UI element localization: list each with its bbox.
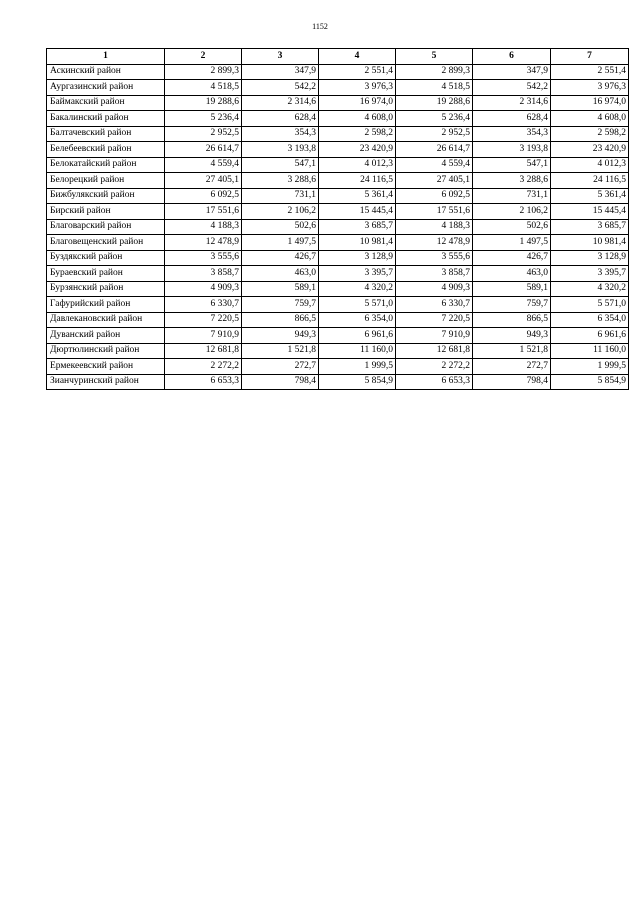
value-cell: 7 910,9 — [165, 328, 242, 344]
district-name-cell: Дуванский район — [47, 328, 165, 344]
value-cell: 26 614,7 — [165, 142, 242, 158]
value-cell: 19 288,6 — [396, 95, 473, 111]
value-cell: 23 420,9 — [319, 142, 396, 158]
budget-table — [46, 48, 629, 390]
value-cell: 1 521,8 — [242, 343, 319, 359]
value-cell: 5 571,0 — [319, 297, 396, 313]
value-cell: 502,6 — [242, 219, 319, 235]
value-cell: 27 405,1 — [165, 173, 242, 189]
table-row — [47, 95, 629, 111]
value-cell: 4 608,0 — [319, 111, 396, 127]
value-cell: 15 445,4 — [551, 204, 629, 220]
value-cell: 12 478,9 — [396, 235, 473, 251]
value-cell: 10 981,4 — [319, 235, 396, 251]
value-cell: 354,3 — [242, 126, 319, 142]
table-row — [47, 266, 629, 282]
value-cell: 6 354,0 — [319, 312, 396, 328]
district-name-cell: Бирский район — [47, 204, 165, 220]
value-cell: 4 188,3 — [396, 219, 473, 235]
value-cell: 11 160,0 — [319, 343, 396, 359]
value-cell: 3 288,6 — [242, 173, 319, 189]
value-cell: 4 518,5 — [396, 80, 473, 96]
table-row — [47, 64, 629, 80]
value-cell: 27 405,1 — [396, 173, 473, 189]
value-cell: 17 551,6 — [396, 204, 473, 220]
value-cell: 426,7 — [473, 250, 551, 266]
value-cell: 3 128,9 — [551, 250, 629, 266]
header-row — [47, 49, 629, 65]
value-cell: 4 518,5 — [165, 80, 242, 96]
table-row — [47, 173, 629, 189]
value-cell: 354,3 — [473, 126, 551, 142]
value-cell: 2 272,2 — [396, 359, 473, 375]
value-cell: 6 092,5 — [396, 188, 473, 204]
table-row — [47, 312, 629, 328]
value-cell: 15 445,4 — [319, 204, 396, 220]
value-cell: 542,2 — [242, 80, 319, 96]
value-cell: 19 288,6 — [165, 95, 242, 111]
table-row — [47, 126, 629, 142]
district-name-cell: Зианчуринский район — [47, 374, 165, 390]
district-name-cell: Балтачевский район — [47, 126, 165, 142]
value-cell: 4 320,2 — [319, 281, 396, 297]
value-cell: 6 092,5 — [165, 188, 242, 204]
table-row — [47, 111, 629, 127]
value-cell: 5 571,0 — [551, 297, 629, 313]
table-row — [47, 281, 629, 297]
value-cell: 2 551,4 — [319, 64, 396, 80]
value-cell: 759,7 — [242, 297, 319, 313]
value-cell: 3 976,3 — [319, 80, 396, 96]
district-name-cell: Гафурийский район — [47, 297, 165, 313]
page-number: 1152 — [312, 22, 328, 31]
value-cell: 3 858,7 — [396, 266, 473, 282]
value-cell: 5 236,4 — [165, 111, 242, 127]
value-cell: 11 160,0 — [551, 343, 629, 359]
value-cell: 16 974,0 — [551, 95, 629, 111]
value-cell: 26 614,7 — [396, 142, 473, 158]
value-cell: 7 910,9 — [396, 328, 473, 344]
value-cell: 6 330,7 — [165, 297, 242, 313]
value-cell: 3 193,8 — [473, 142, 551, 158]
table-row — [47, 374, 629, 390]
district-name-cell: Буздякский район — [47, 250, 165, 266]
district-name-cell: Дюртюлинский район — [47, 343, 165, 359]
value-cell: 272,7 — [242, 359, 319, 375]
value-cell: 6 653,3 — [396, 374, 473, 390]
value-cell: 3 395,7 — [551, 266, 629, 282]
value-cell: 3 858,7 — [165, 266, 242, 282]
column-header: 4 — [319, 49, 396, 65]
table-row — [47, 250, 629, 266]
value-cell: 502,6 — [473, 219, 551, 235]
value-cell: 949,3 — [242, 328, 319, 344]
column-header: 2 — [165, 49, 242, 65]
value-cell: 17 551,6 — [165, 204, 242, 220]
value-cell: 6 354,0 — [551, 312, 629, 328]
value-cell: 7 220,5 — [396, 312, 473, 328]
value-cell: 4 559,4 — [165, 157, 242, 173]
table-row — [47, 343, 629, 359]
value-cell: 3 128,9 — [319, 250, 396, 266]
value-cell: 759,7 — [473, 297, 551, 313]
district-name-cell: Баймакский район — [47, 95, 165, 111]
district-name-cell: Ермекеевский район — [47, 359, 165, 375]
value-cell: 798,4 — [473, 374, 551, 390]
district-name-cell: Давлекановский район — [47, 312, 165, 328]
table-row — [47, 235, 629, 251]
value-cell: 7 220,5 — [165, 312, 242, 328]
value-cell: 2 314,6 — [242, 95, 319, 111]
table-row — [47, 204, 629, 220]
column-header: 3 — [242, 49, 319, 65]
table-row — [47, 297, 629, 313]
district-name-cell: Белокатайский район — [47, 157, 165, 173]
district-name-cell: Бурзянский район — [47, 281, 165, 297]
value-cell: 2 952,5 — [165, 126, 242, 142]
value-cell: 12 681,8 — [396, 343, 473, 359]
value-cell: 2 598,2 — [319, 126, 396, 142]
value-cell: 4 012,3 — [551, 157, 629, 173]
value-cell: 24 116,5 — [551, 173, 629, 189]
value-cell: 5 361,4 — [551, 188, 629, 204]
value-cell: 6 653,3 — [165, 374, 242, 390]
value-cell: 6 961,6 — [551, 328, 629, 344]
value-cell: 4 320,2 — [551, 281, 629, 297]
column-header: 5 — [396, 49, 473, 65]
value-cell: 24 116,5 — [319, 173, 396, 189]
value-cell: 4 909,3 — [165, 281, 242, 297]
value-cell: 12 681,8 — [165, 343, 242, 359]
value-cell: 6 961,6 — [319, 328, 396, 344]
value-cell: 1 999,5 — [319, 359, 396, 375]
value-cell: 463,0 — [242, 266, 319, 282]
column-header: 1 — [47, 49, 165, 65]
value-cell: 5 236,4 — [396, 111, 473, 127]
value-cell: 866,5 — [473, 312, 551, 328]
district-name-cell: Белорецкий район — [47, 173, 165, 189]
value-cell: 5 854,9 — [319, 374, 396, 390]
table-row — [47, 219, 629, 235]
value-cell: 3 976,3 — [551, 80, 629, 96]
district-name-cell: Аскинский район — [47, 64, 165, 80]
table-row — [47, 188, 629, 204]
value-cell: 16 974,0 — [319, 95, 396, 111]
value-cell: 4 608,0 — [551, 111, 629, 127]
value-cell: 3 685,7 — [319, 219, 396, 235]
value-cell: 272,7 — [473, 359, 551, 375]
value-cell: 2 314,6 — [473, 95, 551, 111]
value-cell: 463,0 — [473, 266, 551, 282]
value-cell: 628,4 — [242, 111, 319, 127]
value-cell: 3 395,7 — [319, 266, 396, 282]
value-cell: 2 598,2 — [551, 126, 629, 142]
value-cell: 731,1 — [473, 188, 551, 204]
value-cell: 426,7 — [242, 250, 319, 266]
value-cell: 4 559,4 — [396, 157, 473, 173]
value-cell: 3 288,6 — [473, 173, 551, 189]
value-cell: 347,9 — [242, 64, 319, 80]
table-body — [47, 64, 629, 390]
value-cell: 4 012,3 — [319, 157, 396, 173]
district-name-cell: Благоварский район — [47, 219, 165, 235]
value-cell: 2 952,5 — [396, 126, 473, 142]
value-cell: 3 685,7 — [551, 219, 629, 235]
table-row — [47, 328, 629, 344]
table-row — [47, 359, 629, 375]
value-cell: 347,9 — [473, 64, 551, 80]
value-cell: 1 497,5 — [242, 235, 319, 251]
value-cell: 2 272,2 — [165, 359, 242, 375]
value-cell: 798,4 — [242, 374, 319, 390]
value-cell: 3 193,8 — [242, 142, 319, 158]
table-row — [47, 142, 629, 158]
value-cell: 5 361,4 — [319, 188, 396, 204]
value-cell: 3 555,6 — [396, 250, 473, 266]
value-cell: 547,1 — [473, 157, 551, 173]
value-cell: 23 420,9 — [551, 142, 629, 158]
value-cell: 6 330,7 — [396, 297, 473, 313]
value-cell: 4 188,3 — [165, 219, 242, 235]
district-name-cell: Бакалинский район — [47, 111, 165, 127]
value-cell: 542,2 — [473, 80, 551, 96]
value-cell: 2 106,2 — [242, 204, 319, 220]
value-cell: 1 497,5 — [473, 235, 551, 251]
value-cell: 731,1 — [242, 188, 319, 204]
value-cell: 547,1 — [242, 157, 319, 173]
column-header: 7 — [551, 49, 629, 65]
value-cell: 10 981,4 — [551, 235, 629, 251]
district-name-cell: Белебеевский район — [47, 142, 165, 158]
value-cell: 12 478,9 — [165, 235, 242, 251]
value-cell: 2 551,4 — [551, 64, 629, 80]
district-name-cell: Бураевский район — [47, 266, 165, 282]
table-row — [47, 157, 629, 173]
district-name-cell: Аургазинский район — [47, 80, 165, 96]
value-cell: 589,1 — [242, 281, 319, 297]
value-cell: 589,1 — [473, 281, 551, 297]
column-header: 6 — [473, 49, 551, 65]
value-cell: 3 555,6 — [165, 250, 242, 266]
value-cell: 1 999,5 — [551, 359, 629, 375]
value-cell: 2 899,3 — [165, 64, 242, 80]
value-cell: 866,5 — [242, 312, 319, 328]
value-cell: 949,3 — [473, 328, 551, 344]
value-cell: 2 106,2 — [473, 204, 551, 220]
value-cell: 2 899,3 — [396, 64, 473, 80]
table-row — [47, 80, 629, 96]
district-name-cell: Бижбулякский район — [47, 188, 165, 204]
value-cell: 5 854,9 — [551, 374, 629, 390]
value-cell: 4 909,3 — [396, 281, 473, 297]
district-name-cell: Благовещенский район — [47, 235, 165, 251]
value-cell: 1 521,8 — [473, 343, 551, 359]
value-cell: 628,4 — [473, 111, 551, 127]
